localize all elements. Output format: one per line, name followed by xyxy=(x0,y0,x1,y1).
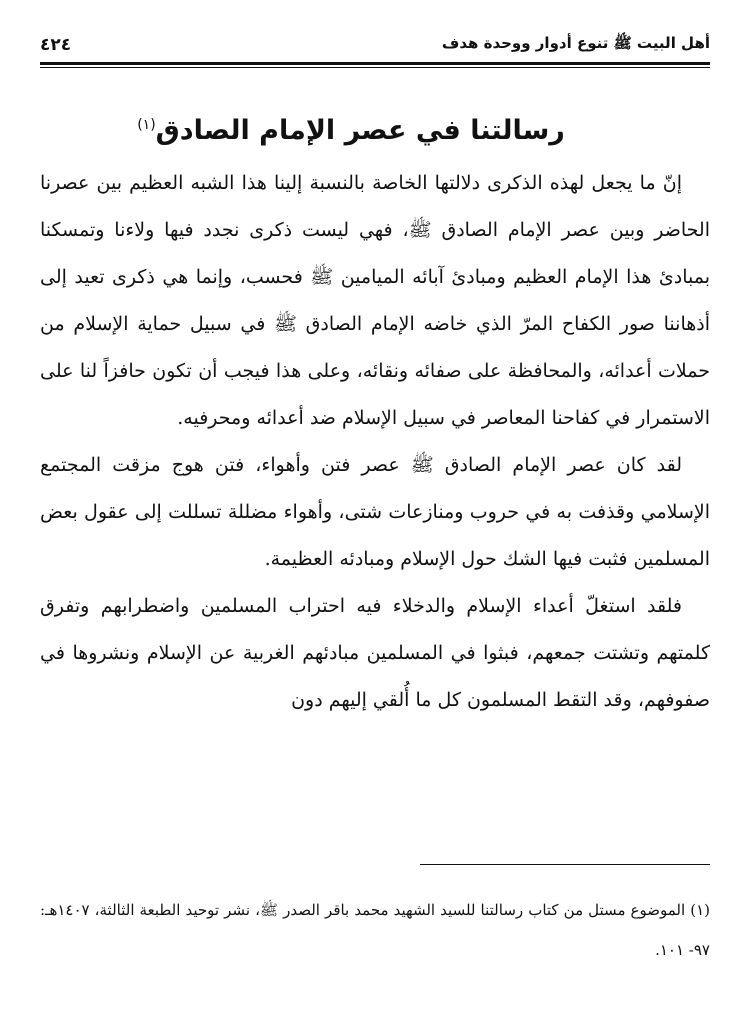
section-title xyxy=(40,100,662,150)
body-text xyxy=(40,160,710,724)
paragraph-1: إنّ ما يجعل لهذه الذكرى دلالتها الخاصة بالنسبة إلينا هذا الشبه العظيم بين عصرنا الحاضر وبين عصر الإمام الصادق ﷺ، فهي ليست ذكرى نجدد فيها ولاءنا وتمسكنا بمبادئ هذا الإمام العظيم ومبادئ آبائه الميامين ﷺ فحسب، وإنما هي ذكرى تعيد إلى أذهاننا صور الكفاح المرّ الذي خاضه الإمام الصادق ﷺ في سبيل حماية الإسلام من حملات أعدائه، والمحافظة على صفائه ونقائه، وعلى هذا فيجب أن تكون حافزاً لنا على الاستمرار في كفاحنا المعاصر في سبيل الإسلام ضد أعدائه ومحرفيه. xyxy=(40,172,710,429)
header-rule-thick xyxy=(40,62,710,65)
page-number: ٤٢٤ xyxy=(40,35,72,55)
footnote-text: (١) الموضوع مستل من كتاب رسالتنا للسيد الشهيد محمد باقر الصدر ﷺ، نشر توحيد الطبعة الثالثة، ١٤٠٧هـ: ٩٧- ١٠١. xyxy=(40,901,710,959)
footnote xyxy=(40,890,710,970)
header-rule-thin xyxy=(40,67,710,68)
footnote-separator xyxy=(420,864,710,865)
running-header-title: أهل البيت ﷺ تنوع أدوار ووحدة هدف xyxy=(441,34,710,52)
paragraph-3: فلقد استغلّ أعداء الإسلام والدخلاء فيه احتراب المسلمين واضطرابهم وتفرق كلمتهم وتشتت جمعهم، فبثوا في المسلمين مبادئهم الغربية عن الإسلام ونشروها في صفوفهم، وقد التقط المسلمون كل ما أُلقي إليهم دون xyxy=(40,595,710,711)
running-header xyxy=(40,30,710,60)
paragraph-2: لقد كان عصر الإمام الصادق ﷺ عصر فتن وأهواء، فتن هوج مزقت المجتمع الإسلامي وقذفت به في حروب ومنازعات شتى، وأهواء مضللة تسللت إلى عقول بعض المسلمين فثبت فيها الشك حول الإسلام ومبادئه العظيمة. xyxy=(40,454,710,570)
section-title-text: رسالتنا في عصر الإمام الصادق xyxy=(155,115,565,146)
footnote-reference[interactable]: (١) xyxy=(137,117,156,133)
